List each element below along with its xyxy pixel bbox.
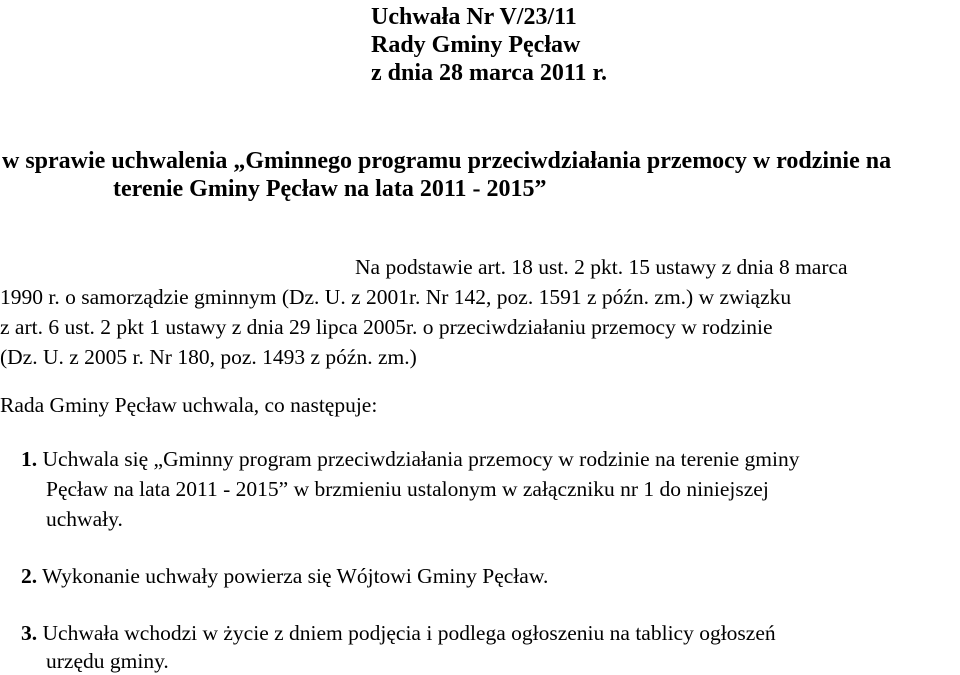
preamble-line-4: (Dz. U. z 2005 r. Nr 180, poz. 1493 z późn. zm.) — [0, 345, 417, 369]
resolution-number: Uchwała Nr V/23/11 — [371, 4, 577, 30]
resolution-intro: Rada Gminy Pęcław uchwala, co następuje: — [0, 393, 378, 417]
section-number: 3. — [21, 621, 38, 645]
subject-line-2: terenie Gminy Pęcław na lata 2011 - 2015” — [113, 176, 547, 202]
resolution-council: Rady Gminy Pęcław — [371, 32, 581, 58]
section-text: Uchwała wchodzi w życie z dniem podjęcia i podlega ogłoszeniu na tablicy ogłoszeń — [42, 621, 776, 645]
preamble-line-3: z art. 6 ust. 2 pkt 1 ustawy z dnia 29 lipca 2005r. o przeciwdziałaniu przemocy w rodzinie — [0, 315, 773, 339]
section-number: 1. — [21, 447, 38, 471]
resolution-date: z dnia 28 marca 2011 r. — [371, 60, 608, 86]
section-number: 2. — [21, 564, 38, 588]
section-1-line-3: uchwały. — [46, 507, 123, 531]
preamble-line-2: 1990 r. o samorządzie gminnym (Dz. U. z 2001r. Nr 142, poz. 1591 z późn. zm.) w związku — [0, 285, 792, 309]
section-3-line-1 — [21, 620, 776, 646]
section-text: Uchwala się „Gminny program przeciwdziałania przemocy w rodzinie na terenie gminy — [42, 447, 800, 471]
section-1-line-2: Pęcław na lata 2011 - 2015” w brzmieniu ustalonym w załączniku nr 1 do niniejszej — [46, 477, 769, 501]
section-3-line-2: urzędu gminy. — [46, 649, 169, 673]
section-2-line-1 — [21, 563, 548, 589]
section-1-line-1 — [21, 446, 799, 472]
section-text: Wykonanie uchwały powierza się Wójtowi Gminy Pęcław. — [42, 564, 549, 588]
subject-line-1: w sprawie uchwalenia „Gminnego programu przeciwdziałania przemocy w rodzinie na — [2, 148, 892, 174]
preamble-line-1: Na podstawie art. 18 ust. 2 pkt. 15 ustawy z dnia 8 marca — [355, 255, 848, 279]
